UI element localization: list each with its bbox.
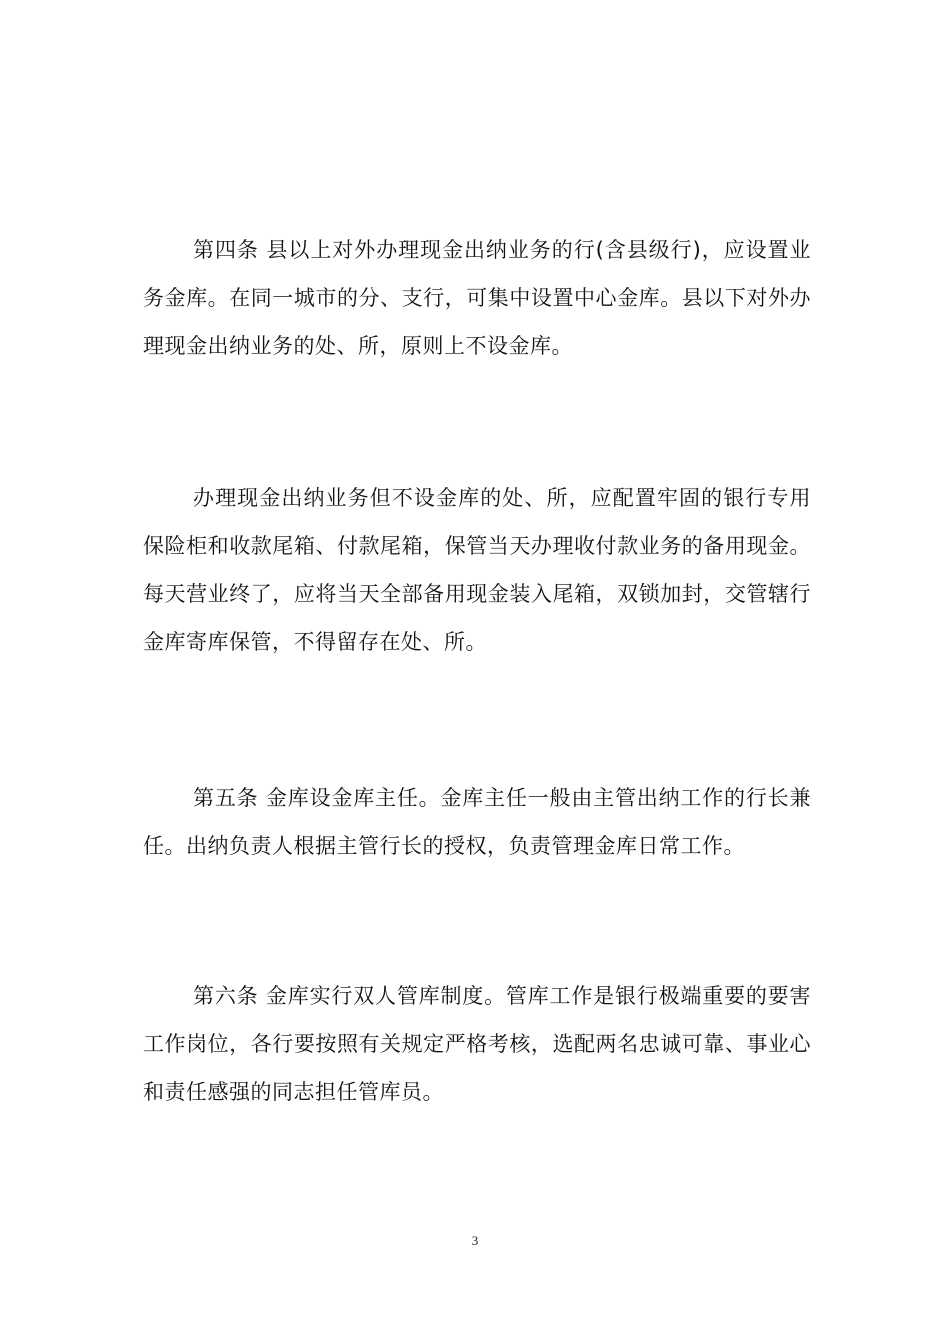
page-number: 3 [471,1233,479,1248]
paragraph-article-4: 第四条 县以上对外办理现金出纳业务的行(含县级行)，应设置业务金库。在同一城市的分、支行，可集中设置中心金库。县以下对外办理现金出纳业务的处、所，原则上不设金库。 [143,238,811,358]
paragraph-cash-storage: 办理现金出纳业务但不设金库的处、所，应配置牢固的银行专用保险柜和收款尾箱、付款尾箱，保管当天办理收付款业务的备用现金。每天营业终了，应将当天全部备用现金装入尾箱，双锁加封，交管辖行金库寄库保管，不得留存在处、所。 [143,486,811,654]
paragraph-article-6: 第六条 金库实行双人管库制度。管库工作是银行极端重要的要害工作岗位，各行要按照有关规定严格考核，选配两名忠诚可靠、事业心和责任感强的同志担任管库员。 [143,984,811,1104]
paragraph-article-5: 第五条 金库设金库主任。金库主任一般由主管出纳工作的行长兼任。出纳负责人根据主管行长的授权，负责管理金库日常工作。 [143,786,811,858]
